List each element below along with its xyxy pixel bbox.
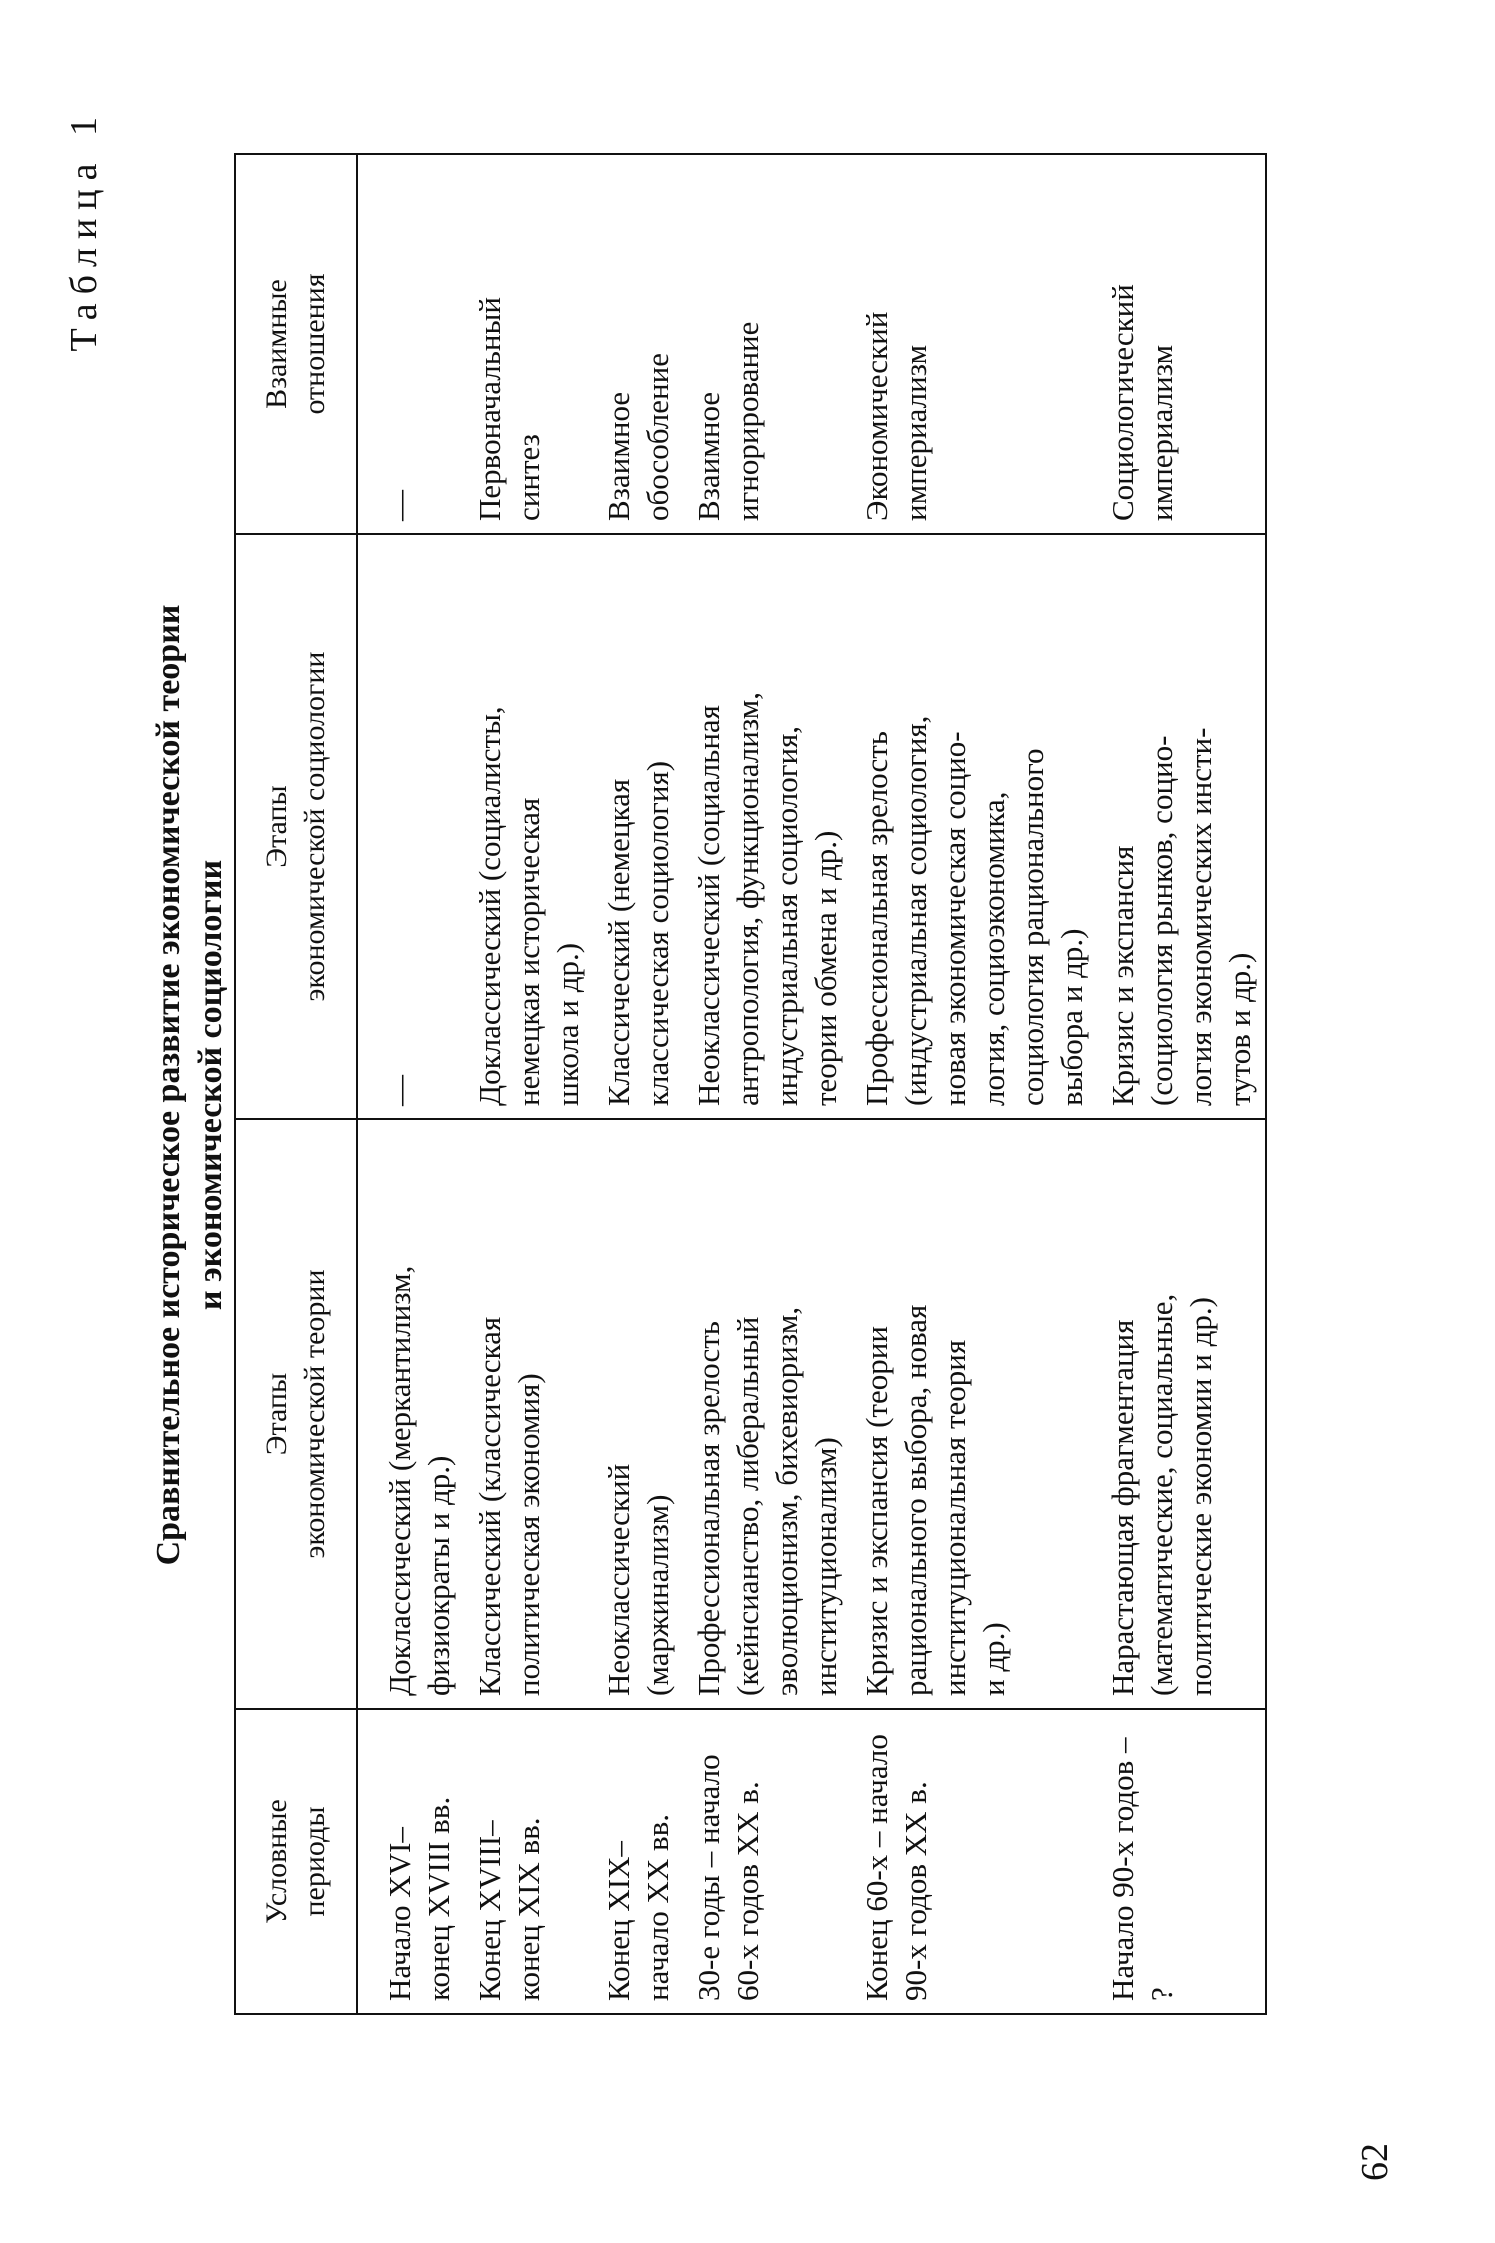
header-periods: Условные периоды bbox=[235, 1709, 357, 2014]
cell-economic-theory: Кризис и экспансия (теории рационального выбора, новая институциональная теория и др.) bbox=[851, 1119, 1097, 1709]
cell-period: Конец XVIII– конец XIX вв. bbox=[464, 1709, 593, 2014]
cell-economic-theory: Классический (классическая политическая экономия) bbox=[464, 1119, 593, 1709]
cell-period: Начало XVI– конец XVIII вв. bbox=[357, 1709, 464, 2014]
cell-relations: Взаимное игнорирование bbox=[683, 154, 851, 534]
cell-economic-sociology: Кризис и экспансия (социология рынков, социо- логия экономических инсти- тутов и др.) bbox=[1097, 534, 1266, 1119]
table-title-line-1: Сравнительное историческое развитие экономической теории bbox=[150, 604, 187, 1566]
cell-relations: — bbox=[357, 154, 464, 534]
table-row bbox=[1097, 154, 1266, 2014]
table-body bbox=[357, 154, 1266, 2014]
table-row bbox=[593, 154, 683, 2014]
cell-period: Конец 60-х – начало 90-х годов XX в. bbox=[851, 1709, 1097, 2014]
cell-economic-sociology: Профессиональная зрелость (индустриальная социология, новая экономическая социо- логия, социоэкономика, социология рационального выбора и др.) bbox=[851, 534, 1097, 1119]
cell-economic-theory: Нарастающая фрагментация (математические, социальные, политические экономии и др.) bbox=[1097, 1119, 1266, 1709]
table-title-line-2: и экономической социологии bbox=[192, 859, 229, 1311]
cell-relations: Экономический империализм bbox=[851, 154, 1097, 534]
table-row bbox=[851, 154, 1097, 2014]
page-number: 62 bbox=[1354, 2143, 1396, 2181]
cell-relations: Первоначальный синтез bbox=[464, 154, 593, 534]
header-economic-sociology: Этапы экономической социологии bbox=[235, 534, 357, 1119]
table-row bbox=[357, 154, 464, 2014]
cell-economic-sociology: Неоклассический (социальная антропология, функционализм, индустриальная социология, теории обмена и др.) bbox=[683, 534, 851, 1119]
cell-period: Начало 90-х годов – ? bbox=[1097, 1709, 1266, 2014]
table-row bbox=[683, 154, 851, 2014]
cell-economic-sociology: — bbox=[357, 534, 464, 1119]
header-relations: Взаимные отношения bbox=[235, 154, 357, 534]
cell-relations: Взаимное обособление bbox=[593, 154, 683, 534]
cell-relations: Социологический империализм bbox=[1097, 154, 1266, 534]
table-row bbox=[464, 154, 593, 2014]
cell-economic-theory: Неоклассический (маржинализм) bbox=[593, 1119, 683, 1709]
cell-period: Конец XIX– начало XX вв. bbox=[593, 1709, 683, 2014]
header-row bbox=[235, 154, 357, 2014]
header-economic-theory: Этапы экономической теории bbox=[235, 1119, 357, 1709]
table-title bbox=[148, 155, 232, 2015]
cell-period: 30-е годы – начало 60-х годов XX в. bbox=[683, 1709, 851, 2014]
cell-economic-theory: Доклассический (меркантилизм, физиократы и др.) bbox=[357, 1119, 464, 1709]
cell-economic-theory: Профессиональная зрелость (кейнсианство, либеральный эволюционизм, бихевиоризм, институционализм) bbox=[683, 1119, 851, 1709]
cell-economic-sociology: Доклассический (социалисты, немецкая историческая школа и др.) bbox=[464, 534, 593, 1119]
cell-economic-sociology: Классический (немецкая классическая социология) bbox=[593, 534, 683, 1119]
table-label: Таблица 1 bbox=[63, 108, 105, 352]
comparison-table bbox=[234, 153, 1267, 2015]
